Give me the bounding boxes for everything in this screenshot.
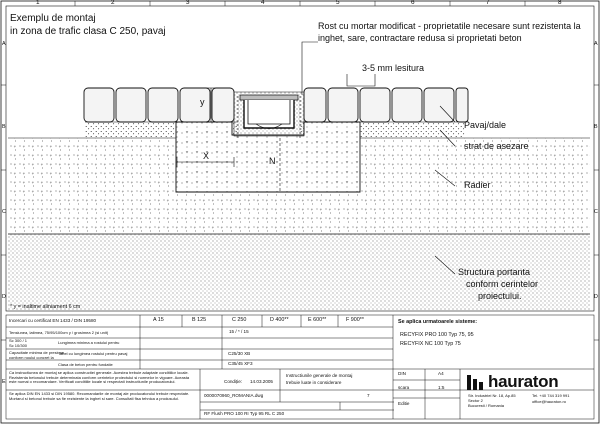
product-recyfix-nc: RECYFIX NC 100 Typ 75 <box>400 341 461 347</box>
din-value: A4 <box>438 371 444 376</box>
sheet-number: 7 <box>367 393 370 398</box>
row5-value: C35/45 XF3 <box>228 361 253 366</box>
label-paving: Pavaj/dale <box>464 120 507 130</box>
hauraton-logo <box>466 372 576 392</box>
row3-text: Lungimea minima a rostului pentru <box>58 340 120 345</box>
frame-row-a: A <box>2 41 6 47</box>
hauraton-logo-icon <box>466 373 486 393</box>
frame-row-a-right: A <box>594 41 598 47</box>
row4-label-a: Capacitate minima de presiune <box>9 350 65 355</box>
frame-row-d-right: D <box>594 294 598 300</box>
edition-label: Editie <box>398 401 410 406</box>
installation-note-2: Se aplica DIN EN 1433 si DIN 19580. Recomandarile de montaj ale producatorului trebuie respectate. Mortarul si betonul trebuie sa fie rezistente la inghet si sare. Consultati fisa tehnica a produsului. <box>9 391 190 401</box>
scale-value: 1:5 <box>438 385 445 390</box>
frame-col-4: 4 <box>261 0 265 6</box>
drawing-date: 14.03.2005 <box>250 379 273 384</box>
file-name: RF Flush PRO 100 RI Typ 95 RL C 250 <box>204 411 285 416</box>
label-base: Radier <box>464 180 491 190</box>
row2-label: Tensiunea, latimea, 75/95/100cm y / grosimea 2 (si unit) <box>9 330 109 335</box>
general-instructions-line2: trebuie luate in considerare <box>286 380 342 385</box>
row5-text: Clasa de beton pentru fundatie <box>58 362 113 367</box>
dimension-x: X <box>203 151 210 161</box>
drawing-number: 0000070960_ROMANIA.dwg <box>204 393 264 398</box>
load-class-f900: F 900** <box>346 317 364 323</box>
dimension-n: N <box>269 156 276 166</box>
footnote: * y = inaltime aliniament 6 cm <box>10 304 81 310</box>
row4-value: C25/30 XB <box>228 351 251 356</box>
address-line1: Str. Industriei Nr. 18, Ap.85 <box>468 393 516 398</box>
products-header: Se aplica urmatoarele sisteme: <box>398 319 478 325</box>
load-class-a15: A 15 <box>153 317 164 323</box>
frame-row-b: B <box>2 124 6 130</box>
hauraton-wordmark: hauraton <box>488 372 559 391</box>
contact-phone: Tel. +40 744 319 991 <box>532 393 570 398</box>
callout-mortar-line2: inghet, sare, contractare redusa si proprietati beton <box>318 33 522 43</box>
row3-label-a: Sc 300 / 1 <box>9 338 28 343</box>
load-row-label: Incercari cu certificat EN 1433 / DIN 19580 <box>9 318 97 323</box>
load-class-b125: B 125 <box>192 317 207 323</box>
installation-note: Ca instructiunea de montaj se aplica constructiei generale. Acestea trebuie adaptate conditiilor locale. Rezistenta betonului trebuie determinata conform cerintelor proiectului si normelor in vigoare. Aceasta este numai o recomandare. Verificati conditiile locale si respectati instructiunile producatorului. <box>9 370 190 385</box>
frame-col-2: 2 <box>111 0 115 6</box>
frame-col-1: 1 <box>36 0 40 6</box>
frame-col-6: 6 <box>411 0 415 6</box>
frame-row-c: C <box>2 209 6 215</box>
load-class-e600: E 600** <box>308 317 327 323</box>
row4-text: Tabel cu lungimea rostului pentru pavaj <box>58 351 128 356</box>
frame-row-e: E <box>2 379 6 385</box>
address-line3: Bucuresti / Romania <box>468 403 505 408</box>
frame-col-3: 3 <box>186 0 190 6</box>
frame-col-7: 7 <box>486 0 490 6</box>
contact-email: office@hauraton.ro <box>532 399 567 404</box>
label-subgrade-line2: conform cerintelor <box>466 279 539 289</box>
callout-gap: 3-5 mm lesitura <box>362 63 425 73</box>
drawing-subtitle: in zona de trafic clasa C 250, pavaj <box>10 26 166 37</box>
row3-label-b: Sc 10/300 <box>9 343 28 348</box>
drainage-channel <box>240 95 298 129</box>
frame-col-5: 5 <box>336 0 340 6</box>
din-label: DIN <box>398 371 406 376</box>
frame-row-d: D <box>2 294 6 300</box>
load-class-d400: D 400** <box>270 317 289 323</box>
frame-col-8: 8 <box>558 0 562 6</box>
label-bedding: strat de asezare <box>464 141 529 151</box>
product-recyfix-pro: RECYFIX PRO 100 Typ 75, 95 <box>400 332 474 338</box>
address-line2: Sector 2 <box>468 398 483 403</box>
general-instructions-line1: Instructiunile generale de montaj <box>286 373 353 378</box>
label-subgrade-line1: Structura portanta <box>458 267 531 277</box>
dimension-y: y <box>200 97 205 107</box>
frame-row-c-right: C <box>594 209 598 215</box>
row2-value: 15 / * / 15 <box>229 329 249 334</box>
condition-label: Condiție: <box>224 379 243 384</box>
label-subgrade-line3: proiectului. <box>478 291 522 301</box>
load-class-c250: C 250 <box>232 317 247 323</box>
frame-row-b-right: B <box>594 124 598 130</box>
drawing-title: Exemplu de montaj <box>10 13 96 24</box>
scale-label: scara <box>398 385 410 390</box>
callout-mortar-line1: Rost cu mortar modificat - proprietatile necesare sunt rezistenta la <box>318 21 581 31</box>
row4-label-b: conform noului concret la <box>9 355 54 360</box>
